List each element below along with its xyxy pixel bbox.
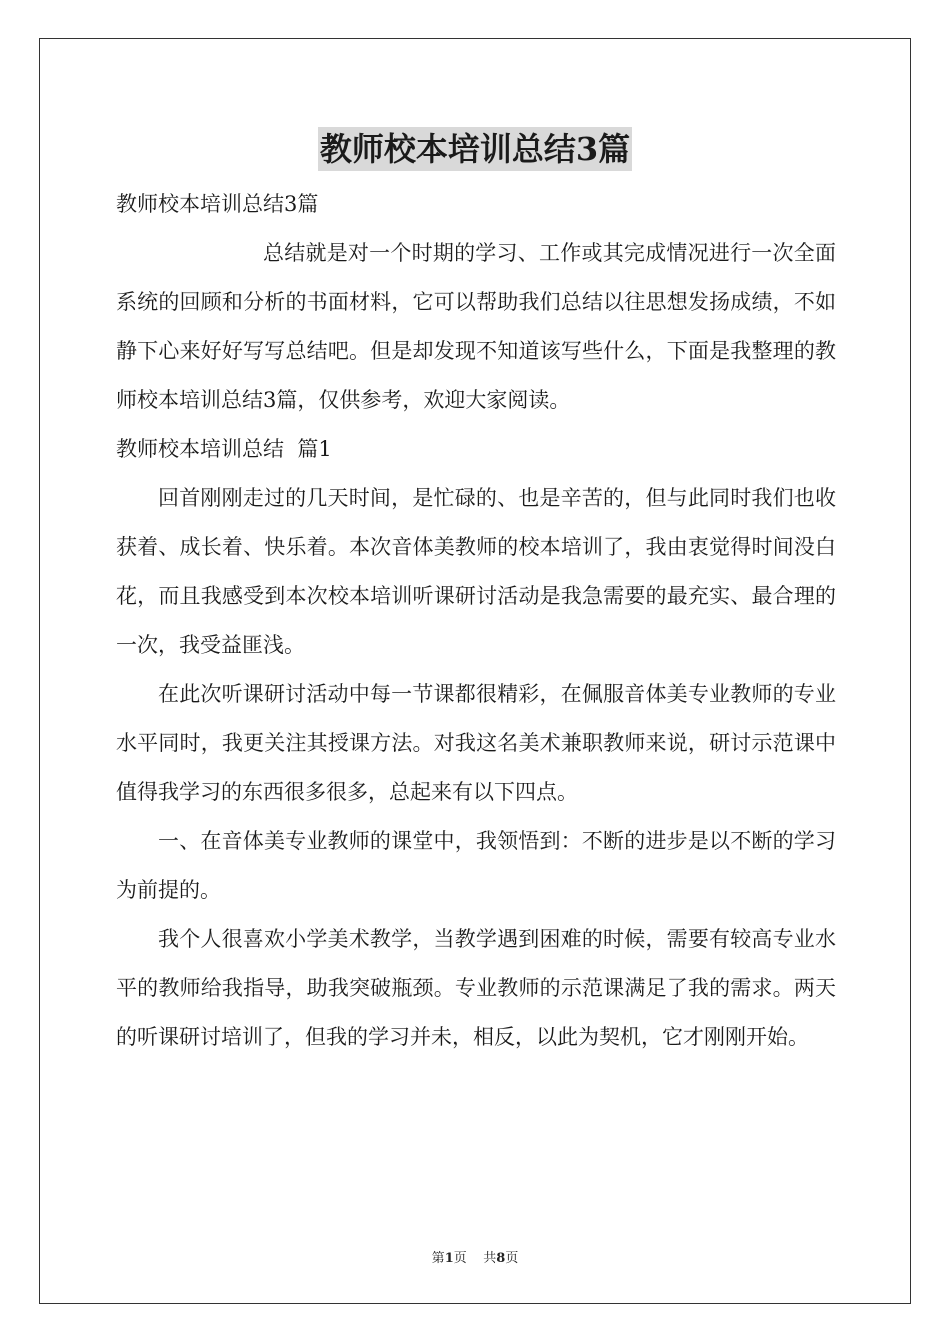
body-paragraph: 回首刚刚走过的几天时间，是忙碌的、也是辛苦的，但与此同时我们也收获着、成长着、快乐着。本次音体美教师的校本培训了，我由衷觉得时间没白花，而且我感受到本次校本培训听课研讨活动是我急需要的最充实、最合理的一次，我受益匪浅。 [116,486,836,657]
page-label-suffix: 页 [505,1251,519,1266]
body-paragraph: 在此次听课研讨活动中每一节课都很精彩，在佩服音体美专业教师的专业水平同时，我更关注其授课方法。对我这名美术兼职教师来说，研讨示范课中值得我学习的东西很多很多，总起来有以下四点。 [116,682,836,804]
document-title: 教师校本培训总结3篇 [318,127,632,171]
page-label-mid: 页 共 [453,1251,497,1266]
intro-paragraph: 总结就是对一个时期的学习、工作或其完成情况进行一次全面系统的回顾和分析的书面材料，它可以帮助我们总结以往思想发扬成绩，不如静下心来好好写写总结吧。但是却发现不知道该写些什么，下面是我整理的教师校本培训总结3篇，仅供参考，欢迎大家阅读。 [116,241,836,412]
page-current: 1 [444,1251,454,1266]
body-paragraph: 我个人很喜欢小学美术教学，当教学遇到困难的时候，需要有较高专业水平的教师给我指导，助我突破瓶颈。专业教师的示范课满足了我的需求。两天的听课研讨培训了，但我的学习并未，相反，以此为契机，它才刚刚开始。 [116,927,836,1049]
body-paragraph: 一、在音体美专业教师的课堂中，我领悟到：不断的进步是以不断的学习为前提的。 [116,829,836,902]
section-heading: 教师校本培训总结 篇1 [116,437,332,461]
page-total: 8 [496,1251,506,1266]
page-footer [0,1247,950,1266]
title-container [0,127,950,171]
document-body [116,180,836,1062]
page-label-prefix: 第 [431,1251,445,1266]
document-subtitle: 教师校本培训总结3篇 [116,192,319,216]
